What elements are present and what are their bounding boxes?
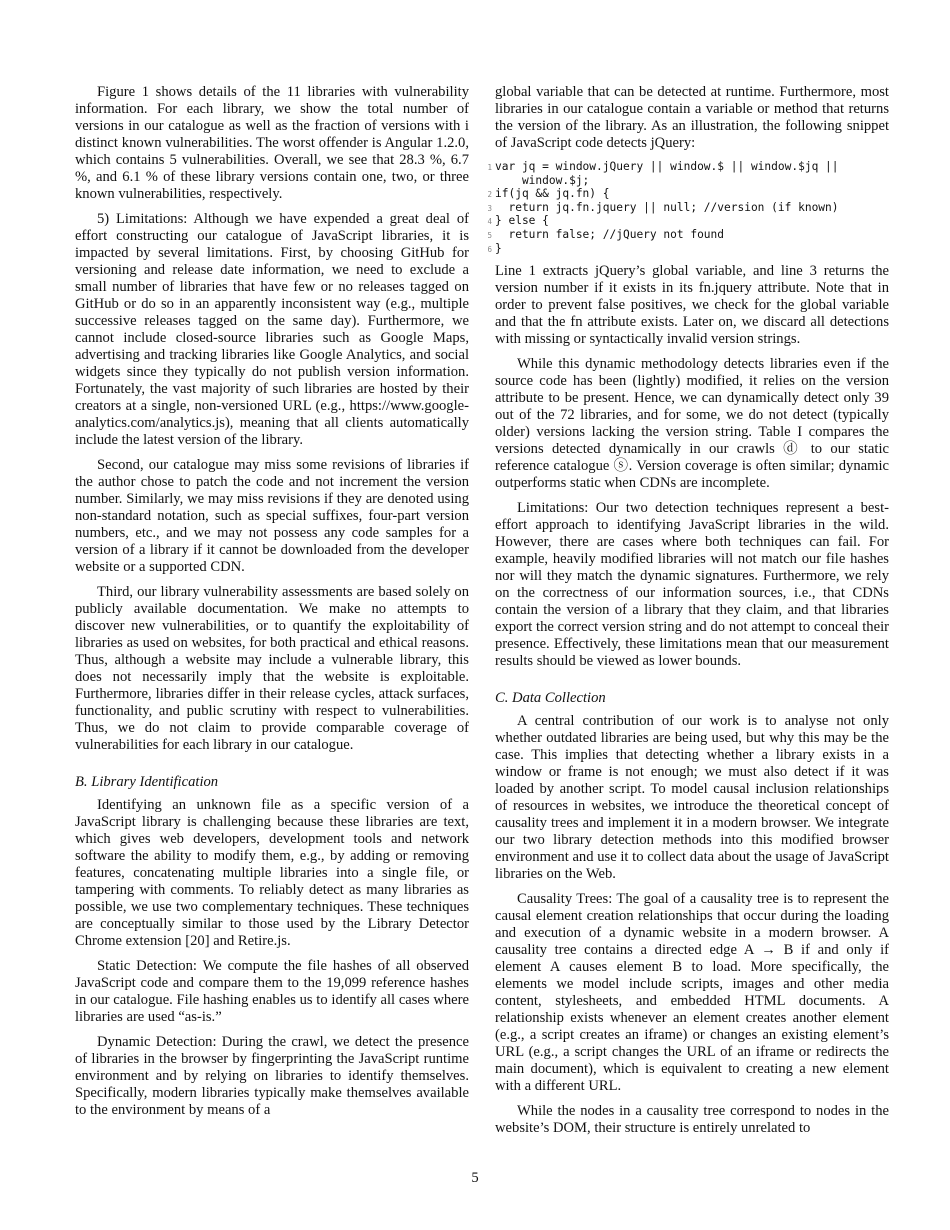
paragraph: Figure 1 shows details of the 11 libraries with vulnerability information. For each library, we show the total number of versions in our catalogue as well as the fraction of versions with i distinct known vulnerabilities. The worst offender is Angular 1.2.0, which contains 5 vulnerabilities. Overall, we see that 28.3 %, 6.7 %, and 6.1 % of these library versions contain one, two, or three known vulnerabilities, respectively. — [75, 84, 469, 202]
code-line — [487, 241, 889, 256]
line-number: 1 — [487, 163, 492, 172]
code-text: } else { — [495, 214, 549, 228]
code-line — [487, 160, 889, 187]
paragraph: Identifying an unknown file as a specific version of a JavaScript library is challenging because these libraries are text, which gives web developers, development tools and network software the ability to modify them, e.g., by adding or removing features, concatenating multiple libraries into a single file, or tampering with comments. To reliably detect as many libraries as possible, we use two complementary techniques. These techniques are conceptually similar to those used by the Library Detector Chrome extension [20] and Retire.js. — [75, 797, 469, 949]
paragraph: Line 1 extracts jQuery’s global variable, and line 3 returns the version number if it exists in its fn.jquery attribute. Note that in order to prevent false positives, we check for the global variable and that the fn attribute exists. Later on, we discard all detections with missing or syntactically invalid version strings. — [495, 263, 889, 348]
code-text: var jq = window.jQuery || window.$ || window.$jq || window.$j; — [495, 160, 839, 187]
paragraph: While this dynamic methodology detects libraries even if the source code has been (lightly) modified, it relies on the version attribute to be present. Hence, we can dynamically detect only 39 out of the 72 libraries, and for some, we do not detect (typically older) versions lacking the version string. Table I compares the versions detected dynamically in our crawls ⓓ to our static reference catalogue ⓢ. Version coverage is often similar; dynamic outperforms static when CDNs are incomplete. — [495, 356, 889, 492]
code-text: return false; //jQuery not found — [495, 227, 725, 241]
paragraph: Third, our library vulnerability assessments are based solely on publicly available documentation. We make no attempts to discover new vulnerabilities, or to quantify the exploitability of libraries as used on websites, for both practical and ethical reasons. Thus, although a website may include a vulnerable library, this does not necessarily imply that the website is exploitable. Furthermore, libraries differ in their release cycles, attack surfaces, functionality, and public scrutiny with respect to vulnerabilities. Thus, we do not claim to provide comparable coverage of vulnerabilities for each library in our catalogue. — [75, 584, 469, 753]
line-number: 4 — [487, 217, 492, 227]
page-number: 5 — [471, 1170, 479, 1186]
paragraph: Causality Trees: The goal of a causality tree is to represent the causal element creation relationships that occur during the loading and execution of a dynamic website in a modern browser. A causality tree contains a directed edge A → B if and only if element A causes element B to load. More specifically, the elements we model include scripts, images and other media content, stylesheets, and embedded HTML documents. A relationship exists whenever an element creates another element (e.g., a script creates an iframe) or changes an existing element’s URL (e.g., a script changes the URL of an iframe or redirects the main document), which is equivalent to creating a new element with a different URL. — [495, 891, 889, 1095]
line-number: 2 — [487, 190, 492, 200]
paragraph: Second, our catalogue may miss some revisions of libraries if the author chose to patch the code and not increment the version number. Similarly, we may miss revisions if they are denoted using non-standard notation, such as special suffixes, four-part version numbers, etc., and we may not possess any code samples for a version of a library if it cannot be downloaded from the developer website or a supported CDN. — [75, 457, 469, 575]
code-text: if(jq && jq.fn) { — [495, 187, 610, 201]
line-number: 3 — [487, 203, 492, 213]
code-line — [487, 227, 889, 242]
code-line — [487, 187, 889, 201]
paragraph: Static Detection: We compute the file hashes of all observed JavaScript code and compare them to the 19,099 reference hashes in our catalogue. File hashing enables us to identify all cases where libraries are used “as-is.” — [75, 958, 469, 1025]
paragraph: global variable that can be detected at runtime. Furthermore, most libraries in our catalogue contain a variable or method that returns the version of the library. As an illustration, the following snippet of JavaScript code detects jQuery: — [495, 84, 889, 151]
paragraph: 5) Limitations: Although we have expended a great deal of effort constructing our catalogue of JavaScript libraries, it is impacted by several limitations. First, by choosing GitHub for versioning and release date information, we need to exclude a small number of libraries that have few or no releases tagged on GitHub or do so in an apparently inconsistent way (e.g., multiple successive releases tagged on the same day). Furthermore, we cannot include closed-source libraries such as Google Maps, advertising and tracking libraries like Google Analytics, and social widgets since they typically do not publish version information. Fortunately, the vast majority of such libraries are hosted by their creators at a single, non-versioned URL (e.g., https://www.google-analytics.com/analytics.js), meaning that all clients automatically include the latest version of the library. — [75, 211, 469, 448]
line-number: 5 — [487, 230, 492, 240]
right-column — [487, 84, 889, 1145]
code-text: return jq.fn.jquery || null; //version (if known) — [495, 200, 839, 214]
section-heading-data-collection: C. Data Collection — [495, 690, 606, 707]
paragraph: A central contribution of our work is to analyse not only whether outdated libraries are being used, but why this may be the case. This implies that detecting whether a library exists in a window or frame is not enough; we must also detect if it was loaded by another script. To model causal inclusion relationships of resources in websites, we introduce the theoretical concept of causality trees and implement it in a modern browser. We integrate our two library detection methods into this modified browser environment and use it to collect data about the usage of JavaScript libraries on the Web. — [495, 713, 889, 883]
section-heading-library-identification: B. Library Identification — [75, 774, 219, 790]
code-line — [487, 214, 889, 228]
code-listing — [487, 160, 889, 255]
paragraph: Limitations: Our two detection techniques represent a best-effort approach to identifying JavaScript libraries in the wild. However, there are cases where both techniques can fail. For example, heavily modified libraries will not match our file hashes nor will they match the dynamic signatures. Furthermore, we rely on the correctness of our information sources, i.e., that CDNs contain the version of a library that they claim, and that libraries export the correct version string and do not attempt to conceal their presence. Effectively, these limitations mean that our measurement results should be viewed as lower bounds. — [495, 500, 889, 670]
line-number: 6 — [487, 244, 492, 254]
paragraph: While the nodes in a causality tree correspond to nodes in the website’s DOM, their structure is entirely unrelated to — [495, 1103, 889, 1137]
left-column — [75, 84, 469, 1127]
code-line — [487, 200, 889, 215]
code-text: } — [495, 241, 502, 255]
paragraph: Dynamic Detection: During the crawl, we detect the presence of libraries in the browser by fingerprinting the JavaScript runtime environment and by relying on libraries to identify themselves. Specifically, modern libraries typically make themselves available to the environment by means of a — [75, 1034, 469, 1118]
